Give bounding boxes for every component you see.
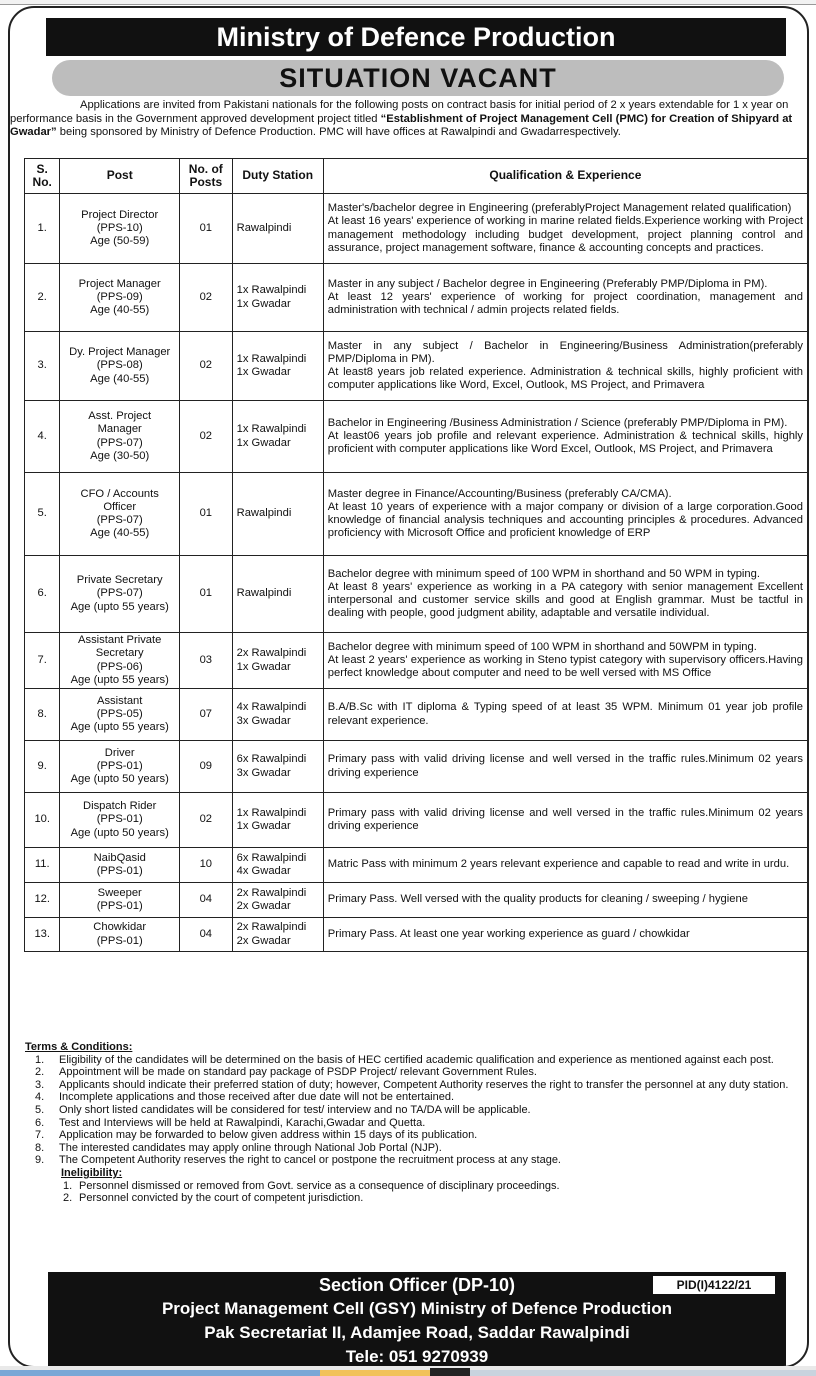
table-row [25,848,808,883]
qualification-line: At least 8 years' experience as working in a PA category with senior management Excellent interpersonal and customer service skills and good at English grammar. Must be tactful in dealing with people, good judgment ability, adaptable and versatile individual. [327,580,803,620]
station-line: 1x Rawalpindi [236,284,307,297]
intro-line-1: Applications are invited from Pakistani nationals for the following posts on contract basis for initial period of 2 x years extendable for 1 x year on [80,99,789,111]
table-row [25,741,808,793]
post-line: (PPS-06) [96,660,143,673]
cell-qualification [323,264,807,332]
cell-sno: 8. [25,689,60,741]
terms-item [25,1079,809,1092]
cell-sno: 5. [25,473,60,556]
ineligibility-item-text: Personnel convicted by the court of competent jurisdiction. [79,1192,364,1205]
qualification-line: Primary Pass. At least one year working experience as guard / chowkidar [327,927,690,940]
station-line: 1x Gwadar [236,820,291,832]
cell-duty-station [232,689,323,741]
station-line: 1x Gwadar [236,366,291,378]
cell-sno: 2. [25,264,60,332]
table-row [25,689,808,741]
post-line: Age (upto 50 years) [70,826,169,839]
post-line: Dispatch Rider [83,800,157,813]
post-line: Age (40-55) [90,527,150,540]
cell-duty-station [232,793,323,848]
station-line: 2x Gwadar [236,934,291,947]
cell-duty-station [232,264,323,332]
post-line: Project Director [81,208,159,221]
table-row [25,918,808,952]
terms-item [25,1066,809,1079]
post-line: (PPS-01) [96,865,143,877]
qualification-line: Master in any subject / Bachelor degree in Engineering (Preferably PMP/Diploma in PM). [327,277,768,290]
cell-no-of-posts: 07 [179,689,232,741]
cell-no-of-posts: 10 [179,848,232,883]
intro-line-2: performance basis in the Government approved development project titled “Establishment of Project Management Cell (PMC) for Creation of Shipyard at [10,112,793,125]
ineligibility-item [61,1180,809,1193]
station-line: 6x Rawalpindi [236,753,307,766]
terms-item-text: The interested candidates may apply online through National Job Portal (NJP). [59,1141,442,1154]
station-line: 4x Gwadar [236,865,291,877]
cell-sno: 7. [25,633,60,689]
cell-qualification [323,401,807,473]
station-line: 1x Gwadar [236,660,291,673]
terms-item [25,1129,809,1142]
station-line: Rawalpindi [236,587,292,600]
station-line: Rawalpindi [236,507,292,520]
qualification-line: At least 10 years of experience with a major company or division of a large corporation.Good knowledge of financial analysis techniques and accounting principles & procedures. Advanced proficiency with Microsoft Office and proficient knowledge of ERP [327,500,803,540]
terms-item-number: 7. [35,1129,45,1142]
station-line: 2x Rawalpindi [236,647,307,660]
ineligibility-title: Ineligibility: [61,1166,123,1179]
station-line: 4x Rawalpindi [236,701,307,714]
post-line: Manager [97,423,142,436]
ineligibility-item-number: 2. [63,1192,73,1205]
cell-qualification [323,918,807,952]
cell-qualification [323,848,807,883]
post-line: NaibQasid [93,851,146,864]
cell-post [60,473,180,556]
terms-item-number: 2. [35,1066,45,1079]
post-line: Age (upto 55 years) [70,673,169,686]
cell-duty-station [232,918,323,952]
cell-duty-station [232,194,323,264]
station-line: 1x Rawalpindi [236,806,307,819]
terms-item [25,1104,809,1117]
strip-segment [470,1370,816,1376]
address: Pak Secretariat II, Adamjee Road, Saddar Rawalpindi [204,1323,630,1342]
post-line: Age (upto 55 years) [70,600,169,613]
cell-sno: 3. [25,332,60,401]
ineligibility-item [61,1192,809,1205]
header-sno: S. No. [25,159,60,194]
cell-no-of-posts: 04 [179,883,232,918]
qualification-line: At least 12 years' experience of working for project coordination, management and administration with technical / admin projects related fields. [327,290,803,317]
qualification-line: Bachelor in Engineering /Business Administration / Science (preferably PMP/Diploma in PM). [327,416,788,429]
cell-qualification [323,332,807,401]
cell-qualification [323,741,807,793]
station-line: 3x Gwadar [236,714,291,727]
bottom-strip [0,1366,816,1376]
table-row [25,194,808,264]
ineligibility-item-text: Personnel dismissed or removed from Govt. service as a consequence of disciplinary proceedings. [79,1179,560,1192]
station-line: 3x Gwadar [236,766,291,779]
cell-post [60,556,180,633]
table-row [25,332,808,401]
cell-qualification [323,633,807,689]
table-row [25,401,808,473]
terms-item-number: 8. [35,1141,45,1154]
table-row [25,264,808,332]
table-row [25,633,808,689]
strip-segment [0,1370,320,1376]
post-line: (PPS-08) [96,359,143,372]
qualification-line: B.A/B.Sc with IT diploma & Typing speed of at least 35 WPM. Minimum 01 year job profile relevant experience. [327,701,803,727]
cell-sno: 1. [25,194,60,264]
project-title-end: Gwadar” [10,126,57,138]
terms-item-number: 5. [35,1103,45,1116]
qualification-line: Master degree in Finance/Accounting/Business (preferably CA/CMA). [327,487,672,500]
intro-paragraph [10,99,806,140]
post-line: Chowkidar [93,921,147,934]
cell-post [60,848,180,883]
telephone: Tele: 051 9270939 [345,1347,489,1366]
post-line: Private Secretary [76,574,163,587]
qualification-line: Bachelor degree with minimum speed of 100 WPM in shorthand and 50WPM in typing. [327,640,757,653]
cell-qualification [323,689,807,741]
post-line: Project Manager [78,277,161,290]
cell-duty-station [232,848,323,883]
qualification-line: Primary Pass. Well versed with the quality products for cleaning / sweeping / hygiene [327,893,748,906]
terms-item-number: 4. [35,1091,45,1104]
post-line: Dy. Project Manager [69,346,171,359]
cell-post [60,633,180,689]
header-post: Post [60,159,180,194]
post-line: Age (40-55) [90,372,150,385]
terms-item-text: Applicants should indicate their preferred station of duty; however, Competent Authority reserves the right to transfer the personnel at any duty station. [59,1078,789,1091]
qualification-line: Bachelor degree with minimum speed of 100 WPM in shorthand and 50 WPM in typing. [327,567,760,580]
post-line: Officer [103,500,137,513]
header-duty-station: Duty Station [232,159,323,194]
terms-item [25,1054,809,1067]
post-line: (PPS-07) [96,587,143,600]
qualification-line: At least 2 years' experience as working in Steno typist category with supervisory officers.Having perfect knowledge about computer and need to be well versed with MS Office [327,653,803,680]
cell-qualification [323,883,807,918]
cell-qualification [323,194,807,264]
cell-no-of-posts: 01 [179,473,232,556]
terms-item-number: 1. [35,1053,45,1066]
qualification-line: Master in any subject / Bachelor in Engineering/Business Administration(preferably PMP/Diploma in PM). [327,339,803,365]
terms-item-text: Eligibility of the candidates will be determined on the basis of HEC certified academic qualification and experience as mentioned against each post. [59,1053,774,1066]
cell-post [60,332,180,401]
cell-post [60,689,180,741]
cell-sno: 13. [25,918,60,952]
terms-item-text: The Competent Authority reserves the right to cancel or postpone the recruitment process at any stage. [59,1154,561,1167]
contact-footer [48,1272,786,1368]
pid-badge: PID(I)4122/21 [653,1276,775,1294]
terms-item [25,1117,809,1130]
cell-post [60,918,180,952]
post-line: Assistant Private [78,634,162,647]
ineligibility-section [25,1167,809,1205]
header-qualification: Qualification & Experience [323,159,807,194]
post-line: Age (50-59) [90,235,150,248]
cell-post [60,264,180,332]
post-line: Assistant [97,694,143,707]
post-line: CFO / Accounts [80,487,159,500]
posts-table [24,158,808,952]
terms-item [25,1154,809,1167]
post-line: Driver [104,746,135,759]
post-line: (PPS-01) [96,934,143,947]
cell-post [60,401,180,473]
cell-no-of-posts: 02 [179,264,232,332]
post-line: (PPS-10) [96,221,143,234]
cell-no-of-posts: 02 [179,793,232,848]
cell-sno: 4. [25,401,60,473]
table-row [25,883,808,918]
terms-item-number: 9. [35,1154,45,1167]
post-line: (PPS-01) [96,813,143,826]
qualification-line: At least 16 years' experience of working in marine related fields.Experience working with Project management methodology including budget development, project planning control and assurance, project management software, finance & accounting concepts and practices. [327,215,803,254]
cell-duty-station [232,741,323,793]
station-line: 1x Rawalpindi [236,423,307,436]
cell-sno: 11. [25,848,60,883]
qualification-line: Primary pass with valid driving license and well versed in the traffic rules.Minimum 02 years driving experience [327,753,803,779]
cell-duty-station [232,556,323,633]
terms-item-text: Only short listed candidates will be considered for test/ interview and no TA/DA will be applicable. [59,1103,531,1116]
post-line: Age (30-50) [90,449,150,462]
qualification-line: Master's/bachelor degree in Engineering (preferablyProject Management related qualification) [327,202,792,215]
strip-segment [430,1368,470,1376]
terms-item-text: Test and Interviews will be held at Rawalpindi, Karachi,Gwadar and Quetta. [59,1116,426,1129]
station-line: 2x Rawalpindi [236,921,307,934]
situation-vacant-banner: SITUATION VACANT [52,60,784,96]
post-line: (PPS-01) [96,900,143,912]
posts-table-body [25,194,808,952]
qualification-line: At least8 years job related experience. Administration & technical skills, highly proficient with computer applications like Word, Excel, Outlook, MS Project, and Primavera [327,366,803,392]
organization: Project Management Cell (GSY) Ministry of Defence Production [161,1299,673,1318]
station-line: 2x Gwadar [236,900,291,912]
terms-title: Terms & Conditions: [25,1041,133,1053]
terms-item-text: Incomplete applications and those received after due date will not be entertained. [59,1091,455,1104]
post-line: (PPS-07) [96,514,143,526]
cell-sno: 10. [25,793,60,848]
header-no-of-posts: No. of Posts [179,159,232,194]
project-title: “Establishment of Project Management Cell (PMC) for Creation of Shipyard at [380,112,793,125]
cell-sno: 9. [25,741,60,793]
post-line: (PPS-07) [96,436,143,449]
table-row [25,473,808,556]
page-top-edge [0,0,816,5]
advertisement-frame [8,6,809,1368]
station-line: Rawalpindi [236,221,292,234]
cell-duty-station [232,473,323,556]
terms-item [25,1142,809,1155]
qualification-line: Matric Pass with minimum 2 years relevant experience and capable to read and write in urdu. [327,858,790,871]
post-line: Sweeper [97,886,142,899]
post-line: Age (upto 50 years) [70,773,169,786]
cell-no-of-posts: 03 [179,633,232,689]
cell-duty-station [232,883,323,918]
cell-post [60,883,180,918]
cell-qualification [323,556,807,633]
cell-sno: 12. [25,883,60,918]
terms-item-text: Application may be forwarded to below given address within 15 days of its publication. [59,1129,478,1142]
cell-post [60,194,180,264]
cell-qualification [323,793,807,848]
station-line: 1x Rawalpindi [236,352,307,365]
cell-no-of-posts: 01 [179,194,232,264]
cell-no-of-posts: 04 [179,918,232,952]
cell-duty-station [232,633,323,689]
table-row [25,556,808,633]
cell-sno: 6. [25,556,60,633]
cell-no-of-posts: 09 [179,741,232,793]
intro-line-3: Gwadar” being sponsored by Ministry of Defence Production. PMC will have offices at Rawalpindi and Gwadarrespectively. [10,126,621,138]
post-line: (PPS-05) [96,707,143,720]
table-header-row [25,159,808,194]
ineligibility-list [61,1180,809,1205]
terms-item-text: Appointment will be made on standard pay package of PSDP Project/ relevant Government Rules. [59,1066,537,1079]
qualification-line: Primary pass with valid driving license and well versed in the traffic rules.Minimum 02 years driving experience [327,806,803,832]
cell-duty-station [232,332,323,401]
terms-item [25,1091,809,1104]
strip-segment [320,1370,430,1376]
ministry-title: Ministry of Defence Production [46,18,786,56]
station-line: 1x Gwadar [236,297,291,310]
qualification-line: At least06 years job profile and relevant experience. Administration & technical skills, highly proficient with computer applications like Word Excel, Outlook, MS Project, and Primavera [327,429,803,456]
cell-duty-station [232,401,323,473]
post-line: Secretary [95,647,144,660]
post-line: (PPS-09) [96,290,143,303]
station-line: 1x Gwadar [236,436,291,449]
terms-list [25,1054,809,1167]
station-line: 2x Rawalpindi [236,886,307,899]
cell-no-of-posts: 01 [179,556,232,633]
section-officer: Section Officer (DP-10) [318,1275,516,1295]
post-line: Age (upto 55 years) [70,721,169,734]
cell-no-of-posts: 02 [179,401,232,473]
cell-post [60,793,180,848]
station-line: 6x Rawalpindi [236,851,307,864]
cell-qualification [323,473,807,556]
terms-item-number: 6. [35,1116,45,1129]
table-row [25,793,808,848]
ineligibility-item-number: 1. [63,1179,73,1192]
cell-no-of-posts: 02 [179,332,232,401]
post-line: (PPS-01) [96,759,143,772]
cell-post [60,741,180,793]
terms-item-number: 3. [35,1078,45,1091]
post-line: Age (40-55) [90,304,150,317]
post-line: Asst. Project [88,410,152,423]
terms-section [25,1041,809,1205]
